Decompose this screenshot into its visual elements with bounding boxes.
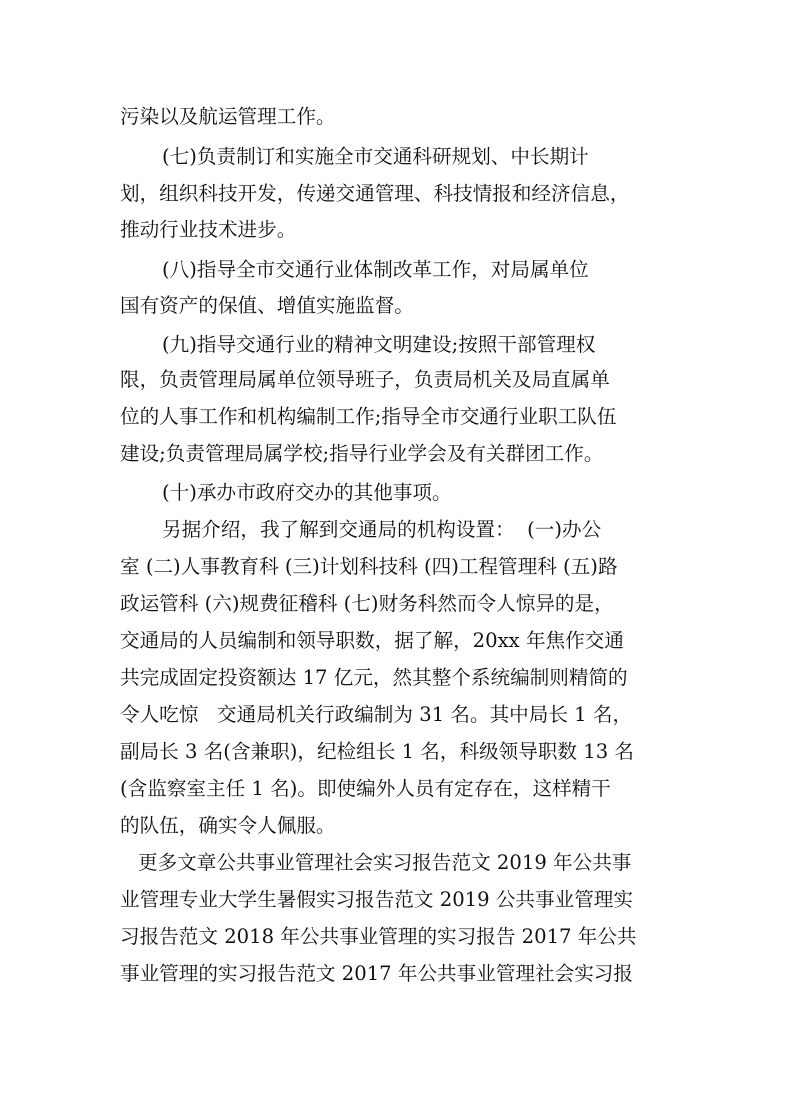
text-line-22: 业管理专业大学生暑假实习报告范文 2019 公共事业管理实 <box>120 888 633 911</box>
text-line-5: (八)指导全市交通行业体制改革工作，对局属单位 <box>162 258 589 281</box>
text-line-9: 位的人事工作和机构编制工作;指导全市交通行业职工队伍 <box>120 405 617 428</box>
text-line-17: 令人吃惊 交通局机关行政编制为 31 名。其中局长 1 名， <box>120 703 633 726</box>
text-line-21: 更多文章公共事业管理社会实习报告范文 2019 年公共事 <box>138 851 632 874</box>
text-line-24: 事业管理的实习报告范文 2017 年公共事业管理社会实习报 <box>120 962 633 985</box>
text-line-12: 另据介绍，我了解到交通局的机构设置： (一)办公 <box>162 518 602 541</box>
text-line-3: 划，组织科技开发，传递交通管理、科技情报和经济信息， <box>120 182 630 205</box>
text-line-16: 共完成固定投资额达 17 亿元，然其整个系统编制则精简的 <box>120 666 628 689</box>
text-line-7: (九)指导交通行业的精神文明建设;按照干部管理权 <box>162 333 596 356</box>
text-line-14: 政运管科 (六)规费征稽科 (七)财务科然而令人惊异的是， <box>120 592 614 615</box>
text-line-6: 国有资产的保值、增值实施监督。 <box>120 294 414 317</box>
text-line-15: 交通局的人员编制和领导职数，据了解，20xx 年焦作交通 <box>120 629 624 652</box>
text-line-11: (十)承办市政府交办的其他事项。 <box>162 481 452 504</box>
text-line-23: 习报告范文 2018 年公共事业管理的实习报告 2017 年公共 <box>120 925 637 948</box>
text-line-20: 的队伍，确实令人佩服。 <box>120 814 336 837</box>
text-line-8: 限，负责管理局属单位领导班子，负责局机关及局直属单 <box>120 368 610 391</box>
text-line-10: 建设;负责管理局属学校;指导行业学会及有关群团工作。 <box>120 442 604 465</box>
text-line-18: 副局长 3 名(含兼职)，纪检组长 1 名，科级领导职数 13 名 <box>120 740 634 763</box>
text-line-1: 污染以及航运管理工作。 <box>120 105 336 128</box>
text-line-13: 室 (二)人事教育科 (三)计划科技科 (四)工程管理科 (五)路 <box>120 555 618 578</box>
text-line-4: 推动行业技术进步。 <box>120 218 297 241</box>
text-line-2: (七)负责制订和实施全市交通科研规划、中长期计 <box>162 145 589 168</box>
text-line-19: (含监察室主任 1 名)。即使编外人员有定存在，这样精干 <box>120 777 611 800</box>
